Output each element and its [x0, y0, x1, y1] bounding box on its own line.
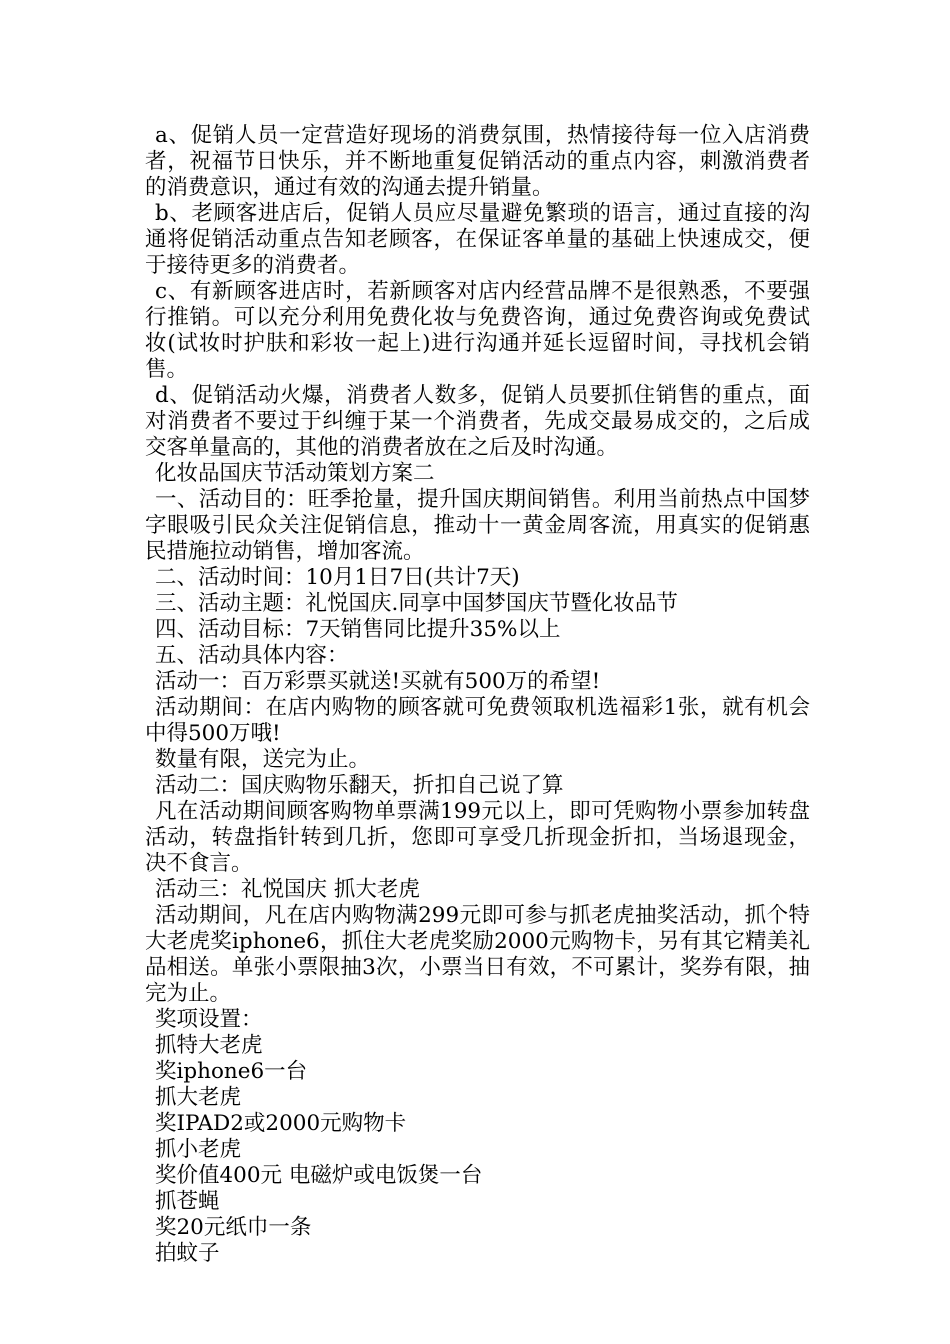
paragraph-goal: 四、活动目标：7天销售同比提升35%以上: [155, 617, 561, 642]
prize-item: 奖20元纸巾一条: [155, 1215, 312, 1240]
prize-item: 抓大老虎: [155, 1085, 242, 1110]
activity-three-detail: 活动期间，凡在店内购物满299元即可参与抓老虎抽奖活动，抓个特大老虎奖iphone6，抓住大老虎奖励2000元购物卡，另有其它精美礼品相送。单张小票限抽3次，小票当日有效，不可累计，奖券有限，抽完为止。: [145, 903, 810, 1006]
prize-heading: 奖项设置：: [155, 1007, 263, 1032]
paragraph-tip-a: a、促销人员一定营造好现场的消费氛围，热情接待每一位入店消费者，祝福节日快乐，并不断地重复促销活动的重点内容，刺激消费者的消费意识，通过有效的沟通去提升销量。: [145, 123, 810, 200]
activity-one-period: 活动期间：在店内购物的顾客就可免费领取机选福彩1张，就有机会中得500万哦!: [145, 695, 810, 746]
paragraph-purpose: 一、活动目的：旺季抢量，提升国庆期间销售。利用当前热点中国梦字眼吸引民众关注促销信息，推动十一黄金周客流，用真实的促销惠民措施拉动销售，增加客流。: [145, 487, 810, 564]
paragraph-time: 二、活动时间：10月1日7日(共计7天): [155, 565, 520, 590]
prize-item: 抓特大老虎: [155, 1033, 263, 1058]
paragraph-tip-d: d、促销活动火爆，消费者人数多，促销人员要抓住销售的重点，面对消费者不要过于纠缠于某一个消费者，先成交最易成交的，之后成交客单量高的，其他的消费者放在之后及时沟通。: [145, 383, 810, 460]
prize-item: 奖价值400元 电磁炉或电饭煲一台: [155, 1163, 483, 1188]
activity-three-title: 活动三：礼悦国庆 抓大老虎: [155, 877, 420, 902]
prize-item: 抓苍蝇: [155, 1189, 220, 1214]
paragraph-tip-c: c、有新顾客进店时，若新顾客对店内经营品牌不是很熟悉，不要强行推销。可以充分利用免费化妆与免费咨询，通过免费咨询或免费试妆(试妆时护肤和彩妆一起上)进行沟通并延长逗留时间，寻找机会销售。: [145, 279, 810, 382]
paragraph-theme: 三、活动主题：礼悦国庆.同享中国梦国庆节暨化妆品节: [155, 591, 678, 616]
prize-item: 抓小老虎: [155, 1137, 242, 1162]
paragraph-content-heading: 五、活动具体内容：: [155, 643, 349, 668]
activity-one-title: 活动一：百万彩票买就送!买就有500万的希望!: [155, 669, 601, 694]
document-body: [145, 123, 810, 1267]
prize-item: 拍蚊子: [155, 1241, 220, 1266]
activity-two-detail: 凡在活动期间顾客购物单票满199元以上，即可凭购物小票参加转盘活动，转盘指针转到几折，您即可享受几折现金折扣，当场退现金，决不食言。: [145, 799, 810, 876]
activity-two-title: 活动二：国庆购物乐翻天，折扣自己说了算: [155, 773, 564, 798]
paragraph-tip-b: b、老顾客进店后，促销人员应尽量避免繁琐的语言，通过直接的沟通将促销活动重点告知老顾客，在保证客单量的基础上快速成交，便于接待更多的消费者。: [145, 201, 810, 278]
activity-one-note: 数量有限，送完为止。: [155, 747, 371, 772]
prize-item: 奖iphone6一台: [155, 1059, 308, 1084]
section-title: 化妆品国庆节活动策划方案二: [155, 461, 435, 486]
prize-item: 奖IPAD2或2000元购物卡: [155, 1111, 407, 1136]
